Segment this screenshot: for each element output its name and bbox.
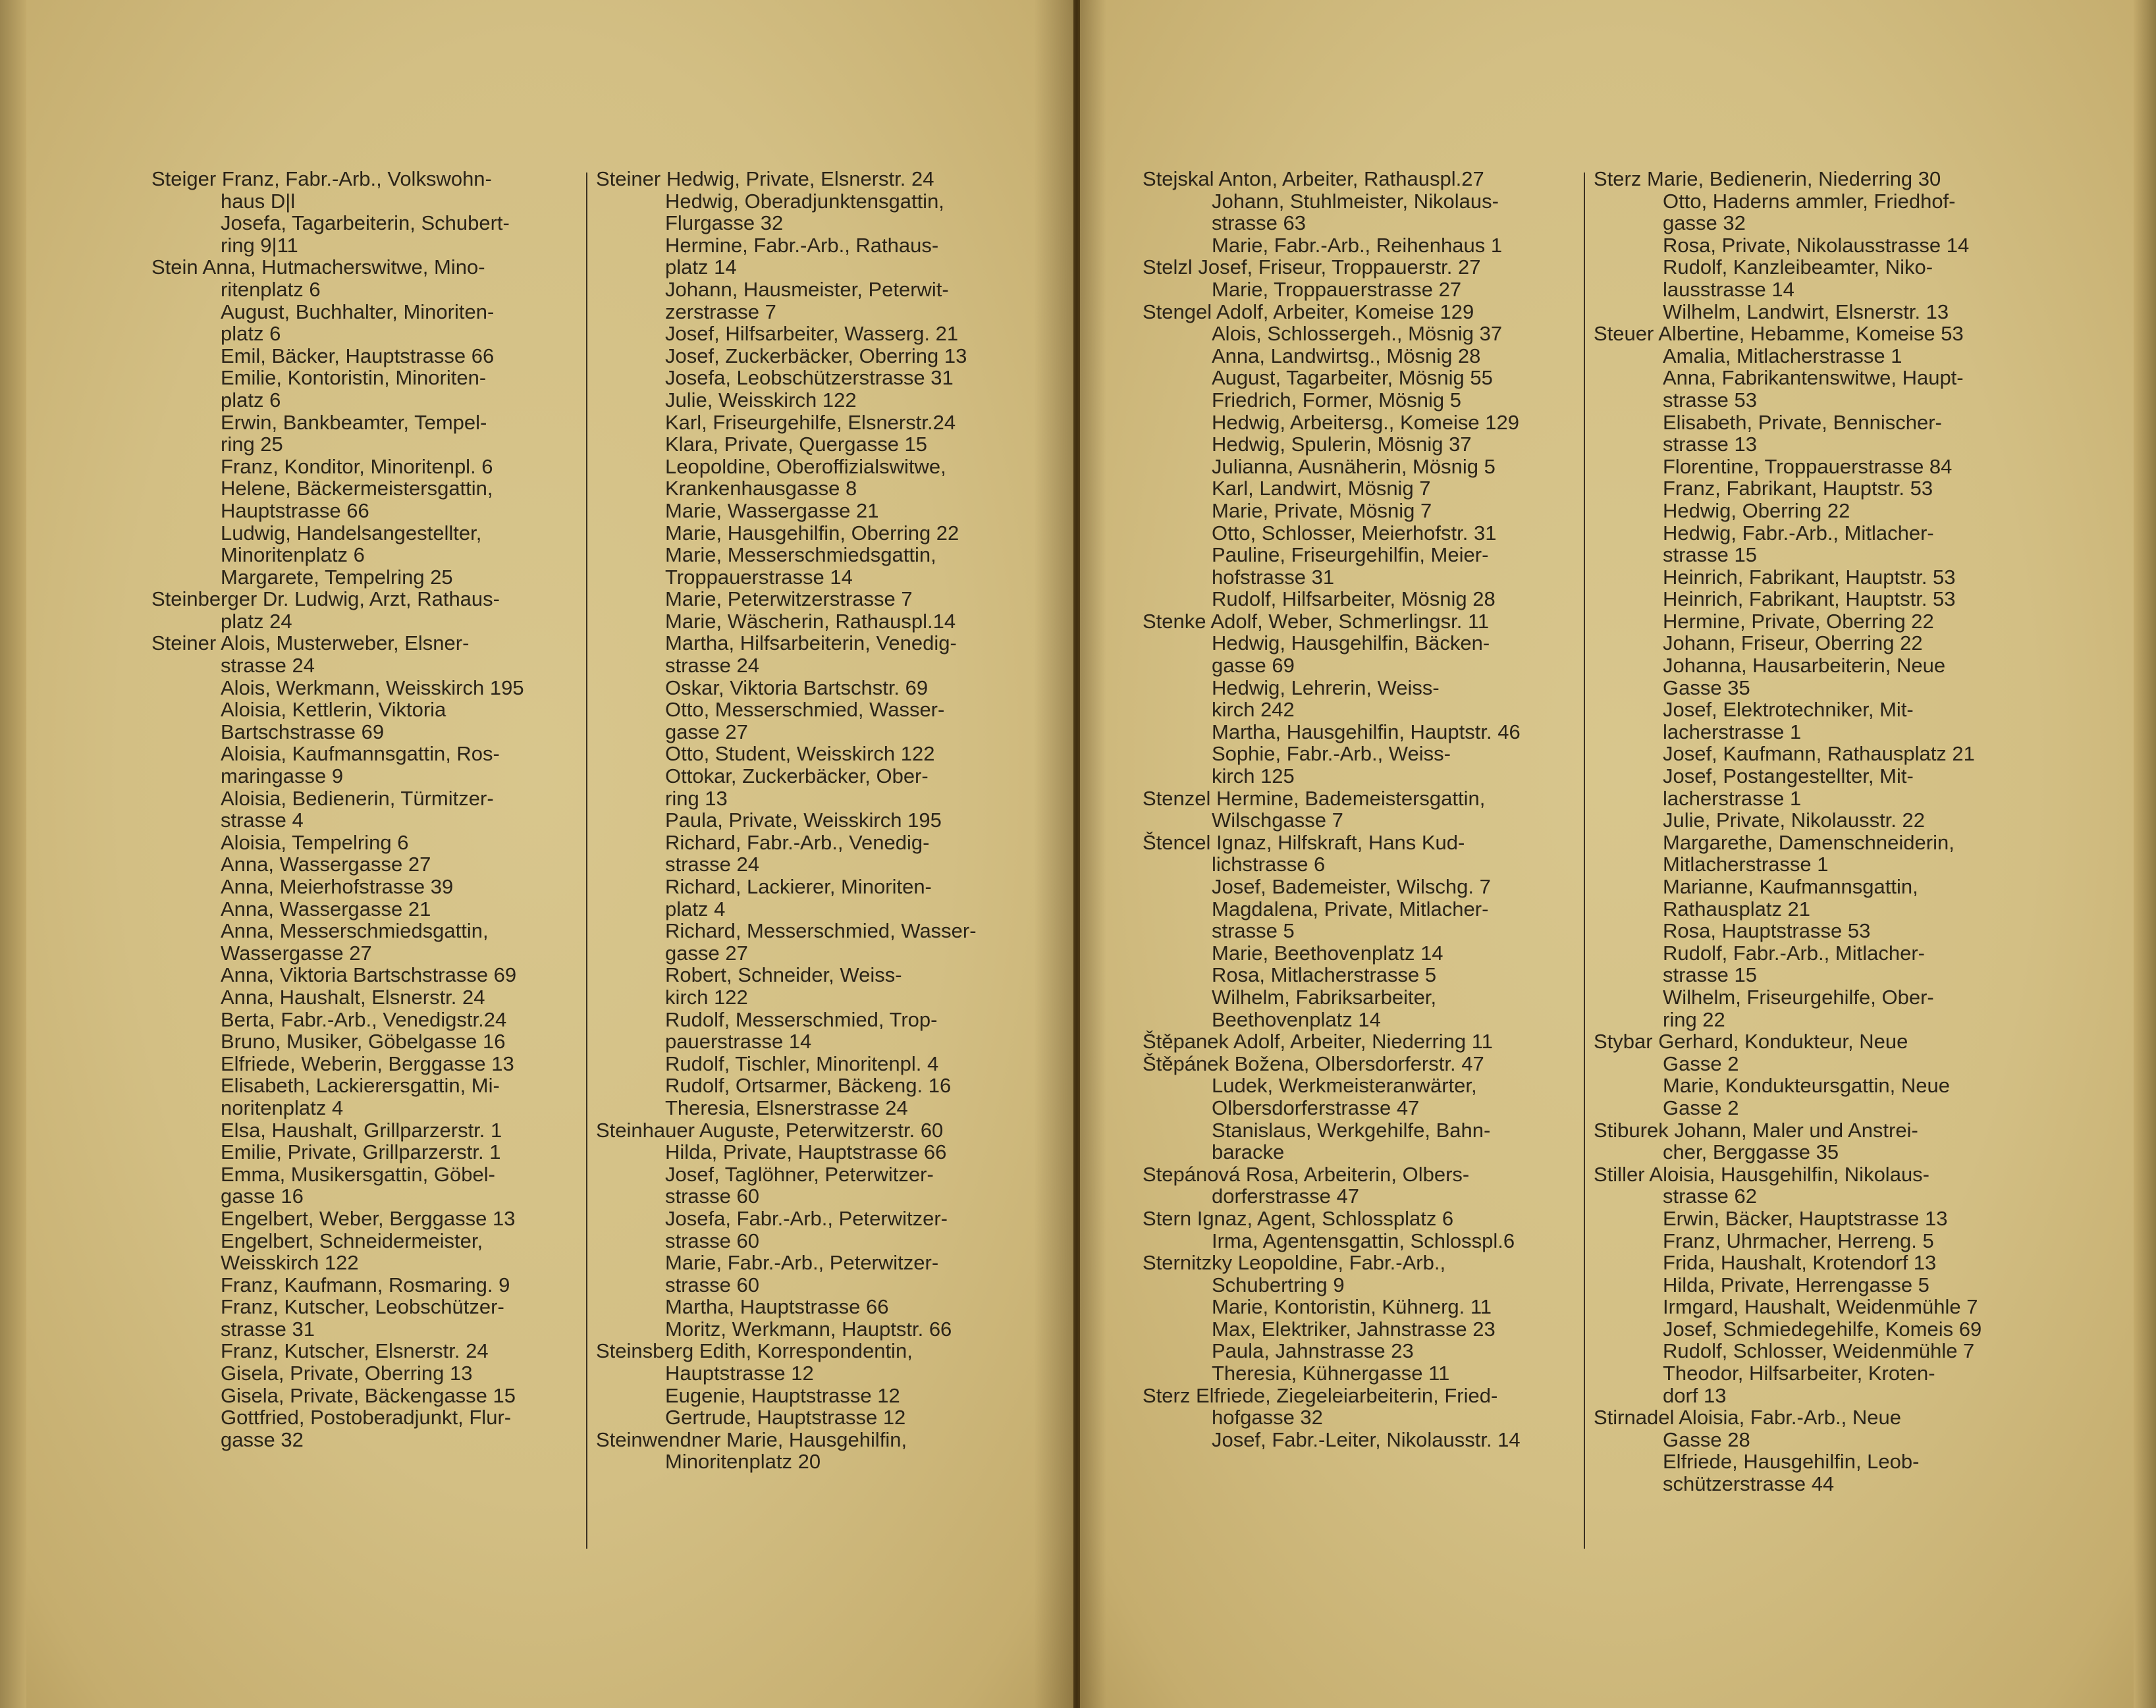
family-member-entry: Engelbert, Weber, Berggasse 13 <box>221 1206 516 1230</box>
family-member-entry: Erwin, Bäcker, Hauptstrasse 13 <box>1663 1206 1948 1230</box>
family-member-entry: Otto, Schlosser, Meierhofstr. 31 <box>1212 521 1497 545</box>
family-member-entry: Wilhelm, Fabriksarbeiter, Beethovenplatz 14 <box>1212 985 1437 1031</box>
family-member-entry: Irma, Agentensgattin, Schlosspl.6 <box>1212 1229 1515 1252</box>
family-member-entry: Anna, Haushalt, Elsnerstr. 24 <box>221 985 485 1009</box>
surname-entry: Stenke Adolf, Weber, Schmerlingsr. 11 <box>1143 609 1490 633</box>
surname-entry: Stepánová Rosa, Arbeiterin, Olbers- dorferstrasse 47 <box>1143 1162 1470 1208</box>
family-member-entry: Rudolf, Hilfsarbeiter, Mösnig 28 <box>1212 587 1496 611</box>
directory-column-2 <box>596 168 1024 1473</box>
surname-entry: Stenzel Hermine, Bademeistersgattin, Wilschgasse 7 <box>1143 786 1486 832</box>
family-member-entry: Richard, Fabr.-Arb., Venedig- strasse 24 <box>665 830 930 876</box>
family-member-entry: Hermine, Private, Oberring 22 <box>1663 609 1934 633</box>
family-member-entry: Rudolf, Kanzleibeamter, Niko- lausstrasse 14 <box>1663 255 1933 301</box>
directory-column-4 <box>1594 168 2028 1495</box>
surname-entry: Stiller Aloisia, Hausgehilfin, Nikolaus- strasse 62 <box>1594 1162 1930 1208</box>
family-member-entry: Heinrich, Fabrikant, Hauptstr. 53 <box>1663 565 1956 589</box>
family-member-entry: Theresia, Elsnerstrasse 24 <box>665 1096 908 1119</box>
family-member-entry: Rudolf, Messerschmied, Trop- pauerstrasse 14 <box>665 1007 938 1054</box>
surname-entry: Sterz Elfriede, Ziegeleiarbeiterin, Fried- hofgasse 32 <box>1143 1383 1498 1429</box>
page-edge <box>0 0 26 1708</box>
family-member-entry: Eugenie, Hauptstrasse 12 <box>665 1383 900 1407</box>
family-member-entry: August, Buchhalter, Minoriten- platz 6 <box>221 300 495 346</box>
family-member-entry: Rosa, Hauptstrasse 53 <box>1663 919 1871 943</box>
family-member-entry: Robert, Schneider, Weiss- kirch 122 <box>665 963 902 1009</box>
family-member-entry: Rudolf, Ortsarmer, Bäckeng. 16 <box>665 1074 952 1098</box>
family-member-entry: Franz, Fabrikant, Hauptstr. 53 <box>1663 477 1933 500</box>
family-member-entry: Franz, Kutscher, Elsnerstr. 24 <box>221 1339 489 1363</box>
family-member-entry: Otto, Haderns ammler, Friedhof- gasse 32 <box>1663 189 1956 235</box>
family-member-entry: Josef, Hilfsarbeiter, Wasserg. 21 <box>665 322 959 346</box>
family-member-entry: Josef, Fabr.-Leiter, Nikolausstr. 14 <box>1212 1428 1521 1451</box>
family-member-entry: Elfriede, Hausgehilfin, Leob- schützerstrasse 44 <box>1663 1450 1920 1496</box>
family-member-entry: Marie, Private, Mösnig 7 <box>1212 498 1432 522</box>
surname-entry: Stein Anna, Hutmacherswitwe, Mino- ritenplatz 6 <box>151 255 485 301</box>
family-member-entry: Engelbert, Schneidermeister, Weisskirch 122 <box>221 1229 483 1275</box>
family-member-entry: Leopoldine, Oberoffizialswitwe, Krankenhausgasse 8 <box>665 454 946 500</box>
page-edge <box>2134 0 2156 1708</box>
family-member-entry: Theodor, Hilfsarbeiter, Kroten- dorf 13 <box>1663 1362 1935 1407</box>
family-member-entry: Emilie, Kontoristin, Minoriten- platz 6 <box>221 366 487 412</box>
surname-entry: Steinwendner Marie, Hausgehilfin, Minoritenplatz 20 <box>596 1428 907 1474</box>
surname-entry: Stejskal Anton, Arbeiter, Rathauspl.27 <box>1143 167 1484 190</box>
family-member-entry: Josefa, Fabr.-Arb., Peterwitzer- strasse 60 <box>665 1206 948 1252</box>
family-member-entry: Elisabeth, Private, Bennischer- strasse 13 <box>1663 410 1942 456</box>
surname-entry: Stelzl Josef, Friseur, Troppauerstr. 27 <box>1143 255 1481 279</box>
family-member-entry: Bruno, Musiker, Göbelgasse 16 <box>221 1030 506 1054</box>
family-member-entry: Josef, Schmiedegehilfe, Komeis 69 <box>1663 1317 1982 1341</box>
surname-entry: Steiner Alois, Musterweber, Elsner- strasse 24 <box>151 631 470 678</box>
surname-entry: Steuer Albertine, Hebamme, Komeise 53 <box>1594 322 1964 346</box>
family-member-entry: Hedwig, Spulerin, Mösnig 37 <box>1212 433 1472 456</box>
surname-entry: Stern Ignaz, Agent, Schlossplatz 6 <box>1143 1206 1454 1230</box>
family-member-entry: Berta, Fabr.-Arb., Venedigstr.24 <box>221 1007 507 1031</box>
family-member-entry: Martha, Hauptstrasse 66 <box>665 1295 889 1319</box>
surname-entry: Stybar Gerhard, Kondukteur, Neue Gasse 2 <box>1594 1030 1908 1075</box>
family-member-entry: Franz, Kutscher, Leobschützer- strasse 31 <box>221 1295 504 1341</box>
surname-entry: Sternitzky Leopoldine, Fabr.-Arb., Schubertring 9 <box>1143 1251 1446 1296</box>
family-member-entry: Rudolf, Tischler, Minoritenpl. 4 <box>665 1052 939 1075</box>
family-member-entry: Hedwig, Lehrerin, Weiss- kirch 242 <box>1212 676 1440 722</box>
family-member-entry: Franz, Kaufmann, Rosmaring. 9 <box>221 1273 510 1296</box>
surname-entry: Steiger Franz, Fabr.-Arb., Volkswohn- haus D|l <box>151 167 492 213</box>
family-member-entry: Elfriede, Weberin, Berggasse 13 <box>221 1052 514 1075</box>
family-member-entry: Oskar, Viktoria Bartschstr. 69 <box>665 676 929 699</box>
family-member-entry: Hedwig, Oberring 22 <box>1663 498 1850 522</box>
family-member-entry: Frida, Haushalt, Krotendorf 13 <box>1663 1251 1937 1275</box>
directory-column-1 <box>151 168 579 1451</box>
family-member-entry: Anna, Landwirtsg., Mösnig 28 <box>1212 344 1481 367</box>
surname-entry: Steinsberg Edith, Korrespondentin, Hauptstrasse 12 <box>596 1339 913 1385</box>
family-member-entry: Josefa, Tagarbeiterin, Schubert- ring 9|11 <box>221 211 510 257</box>
family-member-entry: Theresia, Kühnergasse 11 <box>1212 1362 1450 1385</box>
family-member-entry: Marie, Troppauerstrasse 27 <box>1212 277 1462 301</box>
column-divider <box>586 173 587 1549</box>
family-member-entry: Aloisia, Kettlerin, Viktoria Bartschstrasse 69 <box>221 698 446 743</box>
family-member-entry: Franz, Uhrmacher, Herreng. 5 <box>1663 1229 1934 1252</box>
surname-entry: Stirnadel Aloisia, Fabr.-Arb., Neue Gasse 28 <box>1594 1406 1901 1451</box>
surname-entry: Steinhauer Auguste, Peterwitzerstr. 60 <box>596 1118 944 1142</box>
family-member-entry: Stanislaus, Werkgehilfe, Bahn- baracke <box>1212 1118 1491 1164</box>
page-gutter <box>1080 0 1106 1708</box>
family-member-entry: Margarethe, Damenschneiderin, Mitlacherstrasse 1 <box>1663 830 1954 876</box>
directory-column-3 <box>1143 168 1577 1451</box>
family-member-entry: Marie, Wäscherin, Rathauspl.14 <box>665 609 956 633</box>
family-member-entry: Marie, Beethovenplatz 14 <box>1212 941 1443 965</box>
family-member-entry: Anna, Meierhofstrasse 39 <box>221 875 454 898</box>
column-divider <box>1584 173 1585 1549</box>
family-member-entry: Josef, Postangestellter, Mit- lacherstrasse 1 <box>1663 764 1914 810</box>
family-member-entry: Karl, Friseurgehilfe, Elsnerstr.24 <box>665 410 956 434</box>
family-member-entry: Anna, Fabrikantenswitwe, Haupt- strasse 53 <box>1663 366 1964 412</box>
family-member-entry: Paula, Jahnstrasse 23 <box>1212 1339 1414 1363</box>
family-member-entry: Hedwig, Arbeitersg., Komeise 129 <box>1212 410 1519 434</box>
family-member-entry: Marie, Messerschmiedsgattin, Troppauerstrasse 14 <box>665 543 936 589</box>
family-member-entry: Max, Elektriker, Jahnstrasse 23 <box>1212 1317 1496 1341</box>
family-member-entry: Wilhelm, Friseurgehilfe, Ober- ring 22 <box>1663 985 1934 1031</box>
family-member-entry: Aloisia, Bedienerin, Türmitzer- strasse 4 <box>221 786 494 832</box>
family-member-entry: Ludwig, Handelsangestellter, Minoritenplatz 6 <box>221 521 482 567</box>
family-member-entry: Sophie, Fabr.-Arb., Weiss- kirch 125 <box>1212 742 1451 788</box>
family-member-entry: Anna, Messerschmiedsgattin, Wassergasse 27 <box>221 919 489 965</box>
family-member-entry: Rudolf, Fabr.-Arb., Mitlacher- strasse 15 <box>1663 941 1925 987</box>
family-member-entry: Magdalena, Private, Mitlacher- strasse 5 <box>1212 897 1489 943</box>
family-member-entry: Marianne, Kaufmannsgattin, Rathausplatz 21 <box>1663 875 1918 921</box>
surname-entry: Štěpánek Božena, Olbersdorferstr. 47 <box>1143 1052 1484 1075</box>
family-member-entry: Julie, Private, Nikolausstr. 22 <box>1663 809 1926 832</box>
family-member-entry: Erwin, Bankbeamter, Tempel- ring 25 <box>221 410 487 456</box>
family-member-entry: Gottfried, Postoberadjunkt, Flur- gasse 32 <box>221 1406 512 1451</box>
family-member-entry: Klara, Private, Quergasse 15 <box>665 433 928 456</box>
family-member-entry: Marie, Hausgehilfin, Oberring 22 <box>665 521 959 545</box>
surname-entry: Štencel Ignaz, Hilfskraft, Hans Kud- lichstrasse 6 <box>1143 830 1465 876</box>
surname-entry: Štěpanek Adolf, Arbeiter, Niederring 11 <box>1143 1030 1493 1054</box>
family-member-entry: Josef, Zuckerbäcker, Oberring 13 <box>665 344 967 367</box>
family-member-entry: Marie, Kondukteursgattin, Neue Gasse 2 <box>1663 1074 1950 1119</box>
family-member-entry: Karl, Landwirt, Mösnig 7 <box>1212 477 1431 500</box>
family-member-entry: Irmgard, Haushalt, Weidenmühle 7 <box>1663 1295 1978 1319</box>
surname-entry: Steiner Hedwig, Private, Elsnerstr. 24 <box>596 167 934 190</box>
family-member-entry: Anna, Wassergasse 27 <box>221 853 431 876</box>
family-member-entry: Martha, Hausgehilfin, Hauptstr. 46 <box>1212 720 1521 743</box>
family-member-entry: Margarete, Tempelring 25 <box>221 565 453 589</box>
family-member-entry: Helene, Bäckermeistersgattin, Hauptstrasse 66 <box>221 477 493 522</box>
surname-entry: Sterz Marie, Bedienerin, Niederring 30 <box>1594 167 1941 190</box>
family-member-entry: Emilie, Private, Grillparzerstr. 1 <box>221 1140 501 1164</box>
family-member-entry: Marie, Peterwitzerstrasse 7 <box>665 587 913 611</box>
family-member-entry: Hedwig, Oberadjunktensgattin, Flurgasse 32 <box>665 189 944 235</box>
family-member-entry: Friedrich, Former, Mösnig 5 <box>1212 388 1461 412</box>
family-member-entry: Johann, Friseur, Oberring 22 <box>1663 631 1923 655</box>
family-member-entry: Alois, Schlossergeh., Mösnig 37 <box>1212 322 1503 346</box>
family-member-entry: Johanna, Hausarbeiterin, Neue Gasse 35 <box>1663 654 1946 699</box>
family-member-entry: Marie, Wassergasse 21 <box>665 498 879 522</box>
family-member-entry: Gisela, Private, Oberring 13 <box>221 1362 473 1385</box>
family-member-entry: Rosa, Mitlacherstrasse 5 <box>1212 963 1437 987</box>
family-member-entry: Florentine, Troppauerstrasse 84 <box>1663 454 1953 478</box>
family-member-entry: Hilda, Private, Hauptstrasse 66 <box>665 1140 947 1164</box>
family-member-entry: Julie, Weisskirch 122 <box>665 388 857 412</box>
family-member-entry: Franz, Konditor, Minoritenpl. 6 <box>221 454 493 478</box>
family-member-entry: Gisela, Private, Bäckengasse 15 <box>221 1383 516 1407</box>
family-member-entry: Heinrich, Fabrikant, Hauptstr. 53 <box>1663 587 1956 611</box>
family-member-entry: Rudolf, Schlosser, Weidenmühle 7 <box>1663 1339 1975 1363</box>
family-member-entry: Marie, Fabr.-Arb., Reihenhaus 1 <box>1212 233 1503 257</box>
family-member-entry: Richard, Messerschmied, Wasser- gasse 27 <box>665 919 977 965</box>
family-member-entry: Ottokar, Zuckerbäcker, Ober- ring 13 <box>665 764 929 810</box>
family-member-entry: Hilda, Private, Herrengasse 5 <box>1663 1273 1929 1296</box>
family-member-entry: Josefa, Leobschützerstrasse 31 <box>665 366 954 390</box>
family-member-entry: Amalia, Mitlacherstrasse 1 <box>1663 344 1902 367</box>
family-member-entry: Johann, Stuhlmeister, Nikolaus- strasse 63 <box>1212 189 1499 235</box>
family-member-entry: Alois, Werkmann, Weisskirch 195 <box>221 676 524 699</box>
family-member-entry: Martha, Hilfsarbeiterin, Venedig- strasse 24 <box>665 631 957 678</box>
page-gutter <box>1034 0 1073 1708</box>
family-member-entry: Aloisia, Kaufmannsgattin, Ros- maringasse 9 <box>221 742 500 788</box>
family-member-entry: Elsa, Haushalt, Grillparzerstr. 1 <box>221 1118 502 1142</box>
family-member-entry: Josef, Elektrotechniker, Mit- lacherstrasse 1 <box>1663 698 1914 743</box>
family-member-entry: Marie, Fabr.-Arb., Peterwitzer- strasse 60 <box>665 1251 939 1296</box>
family-member-entry: Josef, Bademeister, Wilschg. 7 <box>1212 875 1491 898</box>
family-member-entry: Ludek, Werkmeisteranwärter, Olbersdorferstrasse 47 <box>1212 1074 1477 1119</box>
family-member-entry: Josef, Kaufmann, Rathausplatz 21 <box>1663 742 1975 766</box>
family-member-entry: Hedwig, Hausgehilfin, Bäcken- gasse 69 <box>1212 631 1490 678</box>
family-member-entry: Gertrude, Hauptstrasse 12 <box>665 1406 906 1429</box>
family-member-entry: Wilhelm, Landwirt, Elsnerstr. 13 <box>1663 300 1949 323</box>
family-member-entry: Otto, Messerschmied, Wasser- gasse 27 <box>665 698 945 743</box>
surname-entry: Steinberger Dr. Ludwig, Arzt, Rathaus- platz 24 <box>151 587 500 633</box>
family-member-entry: Anna, Wassergasse 21 <box>221 897 431 921</box>
family-member-entry: Aloisia, Tempelring 6 <box>221 830 409 854</box>
family-member-entry: Richard, Lackierer, Minoriten- platz 4 <box>665 875 932 921</box>
family-member-entry: Anna, Viktoria Bartschstrasse 69 <box>221 963 517 987</box>
family-member-entry: Paula, Private, Weisskirch 195 <box>665 809 942 832</box>
family-member-entry: Elisabeth, Lackierersgattin, Mi- noritenplatz 4 <box>221 1074 500 1119</box>
family-member-entry: Johann, Hausmeister, Peterwit- zerstrasse 7 <box>665 277 949 323</box>
family-member-entry: August, Tagarbeiter, Mösnig 55 <box>1212 366 1493 390</box>
family-member-entry: Emma, Musikersgattin, Göbel- gasse 16 <box>221 1162 495 1208</box>
family-member-entry: Otto, Student, Weisskirch 122 <box>665 742 935 766</box>
family-member-entry: Moritz, Werkmann, Hauptstr. 66 <box>665 1317 952 1341</box>
surname-entry: Stengel Adolf, Arbeiter, Komeise 129 <box>1143 300 1474 323</box>
family-member-entry: Pauline, Friseurgehilfin, Meier- hofstrasse 31 <box>1212 543 1489 589</box>
surname-entry: Stiburek Johann, Maler und Anstrei- cher, Berggasse 35 <box>1594 1118 1918 1164</box>
family-member-entry: Julianna, Ausnäherin, Mösnig 5 <box>1212 454 1496 478</box>
family-member-entry: Rosa, Private, Nikolausstrasse 14 <box>1663 233 1970 257</box>
family-member-entry: Emil, Bäcker, Hauptstrasse 66 <box>221 344 495 367</box>
family-member-entry: Marie, Kontoristin, Kühnerg. 11 <box>1212 1295 1492 1319</box>
family-member-entry: Hermine, Fabr.-Arb., Rathaus- platz 14 <box>665 233 939 279</box>
family-member-entry: Josef, Taglöhner, Peterwitzer- strasse 60 <box>665 1162 934 1208</box>
family-member-entry: Hedwig, Fabr.-Arb., Mitlacher- strasse 15 <box>1663 521 1934 567</box>
